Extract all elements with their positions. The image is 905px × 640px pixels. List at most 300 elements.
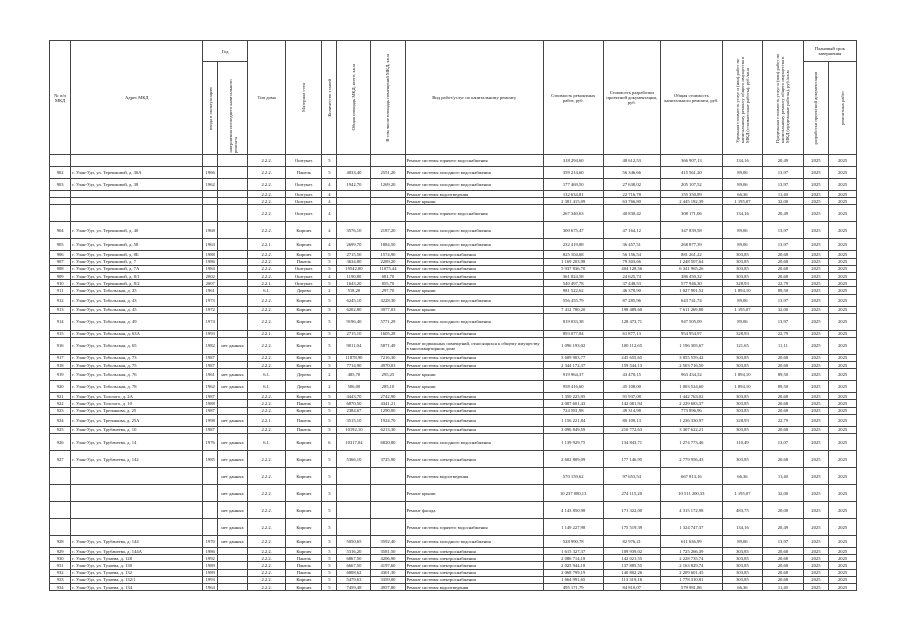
cell-repair-cost: 2 344 172,37: [543, 362, 603, 369]
cell-year-built: [203, 502, 218, 519]
cell-year-built: 1972: [203, 306, 218, 313]
cell-max-cost: 11,40: [763, 468, 803, 485]
cell-wall-material: Кирпич: [286, 354, 322, 361]
cell-wall-material: Дерево: [286, 369, 322, 381]
cell-wall-material: Оштукат.: [286, 265, 322, 272]
cell-deadline-repair: 2025: [829, 451, 857, 468]
table-row: [50, 407, 857, 414]
cell-deadline-design: 2025: [803, 414, 829, 426]
cell-row-number: 929: [50, 548, 71, 555]
cell-unit-cost: 66,36: [722, 191, 762, 198]
cell-year-built: 1988: [203, 400, 218, 407]
cell-wall-material: Оштукат.: [286, 155, 322, 167]
cell-deadline-design: 2025: [803, 239, 829, 251]
cell-year-overhaul: [218, 179, 248, 191]
cell-max-cost: 11,40: [763, 191, 803, 198]
cell-total-area: 5050,65: [337, 536, 371, 548]
table-row: [50, 519, 857, 536]
cell-living-area: 4301,30: [371, 569, 405, 576]
cell-work-type: Ремонт крыши: [405, 381, 543, 393]
cell-total-cost: 308 171,06: [660, 205, 722, 222]
cell-row-number: 925: [50, 426, 71, 433]
cell-wall-material: Панель: [286, 569, 322, 576]
cell-year-built: 1974: [203, 313, 218, 330]
cell-total-area: 6245,10: [337, 294, 371, 306]
cell-year-built: 1987: [203, 393, 218, 400]
cell-max-cost: 13,97: [763, 313, 803, 330]
cell-design-cost: 210 772,63: [603, 426, 660, 433]
cell-house-type: 2.2.2.: [247, 519, 285, 536]
table-row: [50, 502, 857, 519]
cell-floors-count: 5: [322, 451, 337, 468]
cell-unit-cost: 1 195,07: [722, 198, 762, 205]
header-year-built: ввода в эксплуатацию: [207, 86, 213, 130]
cell-deadline-design: 2025: [803, 369, 829, 381]
cell-floors-count: 5: [322, 362, 337, 369]
cell-year-overhaul: [218, 426, 248, 433]
cell-house-address: г. Улан-Удэ, ул. Тулаева, д. 134: [71, 583, 203, 590]
header-deadline-group: Плановый срок завершения: [803, 41, 856, 62]
cell-total-area: 1643,20: [337, 280, 371, 287]
cell-unit-cost: 303,85: [722, 354, 762, 361]
cell-wall-material: Оштукат.: [286, 205, 322, 222]
cell-total-area: 2715,50: [337, 251, 371, 258]
cell-deadline-design: 2025: [803, 548, 829, 555]
header-floors: Количество этажей: [326, 78, 332, 117]
cell-floors-count: 5: [322, 426, 337, 433]
cell-deadline-repair: 2025: [829, 569, 857, 576]
cell-year-built: 1988: [203, 251, 218, 258]
cell-design-cost: 198 489,60: [603, 306, 660, 313]
cell-total-cost: 611 636,99: [660, 536, 722, 548]
cell-house-address: г. Улан-Удэ, ул. Трубачеева, д. 144: [71, 536, 203, 548]
cell-floors-count: 4: [322, 191, 337, 198]
cell-house-address: [71, 485, 203, 502]
cell-row-number: 924: [50, 414, 71, 426]
cell-floors-count: 5: [322, 354, 337, 361]
table-body: [50, 155, 857, 591]
cell-design-cost: 140 802,26: [603, 569, 660, 576]
cell-deadline-repair: 2025: [829, 306, 857, 313]
cell-repair-cost: 1 664 991,65: [543, 576, 603, 583]
cell-year-overhaul: [218, 313, 248, 330]
cell-row-number: 917: [50, 354, 71, 361]
capital-repair-table: [49, 40, 857, 591]
cell-year-built: 1989: [203, 562, 218, 569]
cell-wall-material: Кирпич: [286, 548, 322, 555]
cell-living-area: 1605,28: [371, 330, 405, 337]
table-row: [50, 155, 857, 167]
cell-floors-count: 5: [322, 280, 337, 287]
cell-row-number: 922: [50, 400, 71, 407]
cell-year-overhaul: [218, 330, 248, 337]
table-row: [50, 239, 857, 251]
cell-house-address: г. Улан-Удэ, ул. Терешковой, д. 8/1: [71, 272, 203, 279]
cell-house-address: г. Улан-Удэ, ул. Тулаева, д. 132/1: [71, 576, 203, 583]
cell-deadline-repair: 2025: [829, 536, 857, 548]
cell-deadline-design: 2025: [803, 468, 829, 485]
cell-unit-cost: 89,06: [722, 239, 762, 251]
cell-repair-cost: 1 169 203,98: [543, 258, 603, 265]
cell-total-cost: 6 341 965,26: [660, 265, 722, 272]
cell-work-type: Ремонт системы горячего водоснабжения: [405, 155, 543, 167]
cell-house-address: г. Улан-Удэ, ул. Трубачеева, д. 10: [71, 426, 203, 433]
cell-total-area: 1190,80: [337, 272, 371, 279]
cell-house-type: 2.2.2.: [247, 576, 285, 583]
cell-repair-cost: 1 096 193,02: [543, 337, 603, 354]
cell-total-area: 5316,20: [337, 548, 371, 555]
cell-total-cost: 2 445 182,39: [660, 198, 722, 205]
cell-house-type: 2.2.2.: [247, 222, 285, 239]
cell-row-number: [50, 485, 71, 502]
cell-house-address: г. Улан-Удэ, ул. Тобольская, д. 78: [71, 381, 203, 393]
cell-deadline-design: 2025: [803, 434, 829, 451]
cell-year-overhaul: [218, 562, 248, 569]
cell-design-cost: 142 081,94: [603, 400, 660, 407]
cell-unit-cost: 66,36: [722, 468, 762, 485]
cell-repair-cost: 2 068 799,19: [543, 569, 603, 576]
cell-house-address: г. Улан-Удэ, ул. Терешковой, д. 58: [71, 239, 203, 251]
cell-unit-cost: 89,06: [722, 179, 762, 191]
cell-total-area: [337, 205, 371, 222]
cell-max-cost: 20,68: [763, 258, 803, 265]
cell-work-type: Ремонт подвальных помещений, относящихся к общему имуществу в многоквартирном доме: [405, 337, 543, 354]
cell-wall-material: Кирпич: [286, 485, 322, 502]
cell-living-area: 4341,21: [371, 400, 405, 407]
cell-deadline-design: 2025: [803, 337, 829, 354]
cell-repair-cost: 919 964,37: [543, 369, 603, 381]
cell-living-area: 6820,80: [371, 434, 405, 451]
cell-living-area: [371, 485, 405, 502]
cell-wall-material: Кирпич: [286, 576, 322, 583]
cell-unit-cost: 1 195,07: [722, 306, 762, 313]
cell-max-cost: 20,68: [763, 400, 803, 407]
cell-unit-cost: 303,85: [722, 272, 762, 279]
cell-deadline-repair: 2025: [829, 239, 857, 251]
cell-house-type: 2.2.2.: [247, 179, 285, 191]
cell-max-cost: 20,68: [763, 407, 803, 414]
cell-house-type: 2.2.1.: [247, 330, 285, 337]
cell-total-cost: 386 450,32: [660, 272, 722, 279]
cell-house-address: г. Улан-Удэ, ул. Терешковой, д. 7А: [71, 265, 203, 272]
cell-wall-material: Кирпич: [286, 407, 322, 414]
cell-floors-count: 5: [322, 258, 337, 265]
cell-design-cost: 24 625,74: [603, 272, 660, 279]
table-row: [50, 167, 857, 179]
cell-year-overhaul: [218, 294, 248, 306]
cell-floors-count: 5: [322, 569, 337, 576]
cell-living-area: 2742,90: [371, 393, 405, 400]
cell-max-cost: 20,49: [763, 519, 803, 536]
cell-work-type: Ремонт системы горячего водоснабжения: [405, 205, 543, 222]
cell-design-cost: 27 638,02: [603, 179, 660, 191]
cell-house-address: г. Улан-Удэ, ул. Тобольская, д. 25: [71, 287, 203, 294]
cell-max-cost: 20,49: [763, 155, 803, 167]
cell-repair-cost: 540 497,78: [543, 280, 603, 287]
cell-repair-cost: 132 634,81: [543, 191, 603, 198]
cell-year-built: 1963: [203, 239, 218, 251]
cell-design-cost: 37 448,53: [603, 280, 660, 287]
cell-design-cost: 80 109,13: [603, 414, 660, 426]
cell-deadline-repair: 2025: [829, 502, 857, 519]
cell-total-cost: 1 248 507,64: [660, 258, 722, 265]
cell-living-area: [371, 155, 405, 167]
cell-house-type: 2.2.2.: [247, 502, 285, 519]
cell-wall-material: Кирпич: [286, 583, 322, 590]
cell-repair-cost: 958 416,60: [543, 381, 603, 393]
cell-repair-cost: 1 139 929,75: [543, 434, 603, 451]
cell-year-built: 2002: [203, 272, 218, 279]
cell-unit-cost: 303,85: [722, 393, 762, 400]
cell-living-area: 3725,90: [371, 451, 405, 468]
header-deadline-repair: ремонтных работ: [840, 91, 846, 125]
cell-row-number: 902: [50, 167, 71, 179]
cell-living-area: 4970,03: [371, 362, 405, 369]
cell-floors-count: 5: [322, 519, 337, 536]
cell-house-address: г. Улан-Удэ, ул. Тобольская, д. 65: [71, 337, 203, 354]
header-house-type: Тип дома: [247, 41, 285, 155]
cell-row-number: 907: [50, 258, 71, 265]
cell-work-type: Ремонт крыши: [405, 306, 543, 313]
cell-house-address: [71, 519, 203, 536]
cell-house-address: г. Улан-Удэ, ул. Тобольская, д. 63А: [71, 330, 203, 337]
cell-floors-count: 5: [322, 555, 337, 562]
cell-floors-count: 5: [322, 414, 337, 426]
cell-deadline-design: 2025: [803, 393, 829, 400]
cell-design-cost: 134 843,71: [603, 434, 660, 451]
cell-house-address: г. Улан-Удэ, ул. Терешковой, д. 40: [71, 222, 203, 239]
cell-year-overhaul: нет данных: [218, 519, 248, 536]
cell-work-type: Ремонт фасада: [405, 502, 543, 519]
cell-living-area: 3592,40: [371, 536, 405, 548]
cell-deadline-design: 2025: [803, 330, 829, 337]
cell-work-type: Ремонт системы электроснабжения: [405, 407, 543, 414]
cell-repair-cost: 267 340,63: [543, 205, 603, 222]
cell-deadline-design: 2025: [803, 280, 829, 287]
cell-repair-cost: 300 675,47: [543, 222, 603, 239]
cell-deadline-design: 2025: [803, 294, 829, 306]
cell-house-type: 2.2.2.: [247, 337, 285, 354]
cell-wall-material: Панель: [286, 258, 322, 265]
cell-year-built: 1987: [203, 426, 218, 433]
cell-wall-material: Панель: [286, 414, 322, 426]
cell-max-cost: 89,50: [763, 381, 803, 393]
cell-floors-count: 5: [322, 155, 337, 167]
cell-year-overhaul: нет данных: [218, 536, 248, 548]
cell-year-built: 1968: [203, 222, 218, 239]
cell-unit-cost: 89,06: [722, 222, 762, 239]
cell-unit-cost: 303,85: [722, 451, 762, 468]
cell-total-cost: 7 611 269,80: [660, 306, 722, 313]
cell-repair-cost: 5 937 836,70: [543, 265, 603, 272]
cell-wall-material: Оштукат.: [286, 272, 322, 279]
cell-unit-cost: 110,49: [722, 434, 762, 451]
cell-floors-count: 5: [322, 548, 337, 555]
cell-year-overhaul: [218, 306, 248, 313]
cell-repair-cost: 2 025 944,18: [543, 562, 603, 569]
cell-deadline-design: 2025: [803, 287, 829, 294]
cell-total-cost: 205 107,52: [660, 179, 722, 191]
cell-house-address: г. Улан-Удэ, ул. Терешковой, д. 8Б: [71, 251, 203, 258]
cell-work-type: Ремонт крыши: [405, 198, 543, 205]
cell-work-type: Ремонт системы водоотведения: [405, 191, 543, 198]
cell-unit-cost: 483,75: [722, 502, 762, 519]
cell-unit-cost: 303,85: [722, 265, 762, 272]
cell-floors-count: 5: [322, 251, 337, 258]
cell-total-area: 5366,10: [337, 451, 371, 468]
cell-year-overhaul: [218, 265, 248, 272]
cell-repair-cost: 232 419,88: [543, 239, 603, 251]
cell-total-cost: 1 442 763,02: [660, 393, 722, 400]
cell-living-area: [371, 191, 405, 198]
cell-deadline-design: 2025: [803, 251, 829, 258]
cell-repair-cost: 2 087 601,43: [543, 400, 603, 407]
cell-living-area: 4197,60: [371, 562, 405, 569]
cell-work-type: Ремонт системы электроснабжения: [405, 426, 543, 433]
cell-year-built: 1993: [203, 576, 218, 583]
cell-wall-material: Кирпич: [286, 222, 322, 239]
cell-living-area: 285,10: [371, 381, 405, 393]
cell-deadline-repair: 2025: [829, 330, 857, 337]
cell-year-overhaul: [218, 354, 248, 361]
cell-year-overhaul: [218, 393, 248, 400]
cell-max-cost: 11,40: [763, 583, 803, 590]
cell-row-number: 914: [50, 313, 71, 330]
cell-wall-material: Панель: [286, 555, 322, 562]
cell-design-cost: 63 766,80: [603, 198, 660, 205]
cell-deadline-repair: 2025: [829, 519, 857, 536]
cell-work-type: Ремонт системы электроснабжения: [405, 576, 543, 583]
cell-year-overhaul: [218, 251, 248, 258]
cell-unit-cost: 134,16: [722, 519, 762, 536]
cell-deadline-repair: 2025: [829, 354, 857, 361]
cell-row-number: 933: [50, 576, 71, 583]
cell-deadline-design: 2025: [803, 583, 829, 590]
cell-house-type: 6.1.: [247, 434, 285, 451]
cell-floors-count: 5: [322, 313, 337, 330]
cell-year-built: 1982: [203, 337, 218, 354]
cell-living-area: 5771,29: [371, 313, 405, 330]
cell-design-cost: 97 653,54: [603, 468, 660, 485]
cell-unit-cost: 303,85: [722, 426, 762, 433]
cell-total-area: [337, 468, 371, 485]
cell-floors-count: 5: [322, 583, 337, 590]
cell-total-area: 10192,10: [337, 426, 371, 433]
cell-design-cost: 22 716,78: [603, 191, 660, 198]
cell-wall-material: Кирпич: [286, 294, 322, 306]
cell-house-address: [71, 468, 203, 485]
cell-wall-material: Оштукат.: [286, 280, 322, 287]
cell-total-cost: 643 741,74: [660, 294, 722, 306]
cell-row-number: [50, 191, 71, 198]
cell-wall-material: Кирпич: [286, 451, 322, 468]
cell-house-type: 2.2.2.: [247, 548, 285, 555]
cell-deadline-repair: 2025: [829, 265, 857, 272]
table-row: [50, 222, 857, 239]
header-work-type: Вид работ/услуг по капитальному ремонту: [405, 41, 543, 155]
cell-year-built: [203, 198, 218, 205]
table-row: [50, 451, 857, 468]
table-row: [50, 555, 857, 562]
cell-total-area: 1942,70: [337, 179, 371, 191]
cell-row-number: [50, 205, 71, 222]
cell-floors-count: 5: [322, 337, 337, 354]
cell-living-area: 11075,44: [371, 265, 405, 272]
cell-living-area: 1574,90: [371, 251, 405, 258]
cell-total-area: [337, 502, 371, 519]
cell-house-type: 2.2.2.: [247, 272, 285, 279]
cell-floors-count: 5: [322, 167, 337, 179]
cell-wall-material: Кирпич: [286, 362, 322, 369]
cell-house-type: 2.2.2.: [247, 258, 285, 265]
cell-design-cost: 48 612,53: [603, 155, 660, 167]
cell-deadline-repair: 2025: [829, 576, 857, 583]
cell-max-cost: 11,11: [763, 337, 803, 354]
cell-deadline-design: 2025: [803, 485, 829, 502]
cell-deadline-repair: 2025: [829, 362, 857, 369]
cell-repair-cost: 495 171,79: [543, 583, 603, 590]
cell-living-area: [371, 205, 405, 222]
cell-year-built: [203, 191, 218, 198]
cell-unit-cost: 89,06: [722, 167, 762, 179]
cell-year-overhaul: [218, 555, 248, 562]
cell-house-type: 2.2.2.: [247, 265, 285, 272]
cell-deadline-repair: 2025: [829, 155, 857, 167]
cell-house-address: г. Улан-Удэ, ул. Тобольская, д. 75: [71, 362, 203, 369]
cell-max-cost: 20,00: [763, 502, 803, 519]
cell-deadline-repair: 2025: [829, 485, 857, 502]
cell-max-cost: 20,68: [763, 272, 803, 279]
cell-row-number: [50, 468, 71, 485]
cell-house-type: 2.2.2.: [247, 393, 285, 400]
cell-work-type: Ремонт системы холодного водоснабжения: [405, 179, 543, 191]
cell-year-overhaul: нет данных: [218, 468, 248, 485]
cell-deadline-repair: 2025: [829, 294, 857, 306]
cell-living-area: 4957,80: [371, 583, 405, 590]
cell-unit-cost: 121,65: [722, 337, 762, 354]
cell-house-type: 2.2.2.: [247, 191, 285, 198]
table-row: [50, 393, 857, 400]
cell-repair-cost: 7 412 780,20: [543, 306, 603, 313]
cell-total-cost: 954 954,97: [660, 330, 722, 337]
cell-year-built: 1973: [203, 294, 218, 306]
cell-house-address: г. Улан-Удэ, ул. Толстого, д. 2А: [71, 393, 203, 400]
cell-max-cost: 20,68: [763, 354, 803, 361]
cell-total-area: 3576,10: [337, 222, 371, 239]
cell-row-number: 904: [50, 222, 71, 239]
cell-total-area: 4443,70: [337, 393, 371, 400]
cell-design-cost: 142 021,55: [603, 555, 660, 562]
cell-house-type: 2.2.2.: [247, 354, 285, 361]
cell-max-cost: 20,68: [763, 393, 803, 400]
cell-repair-cost: 893 077,84: [543, 330, 603, 337]
cell-year-built: [203, 155, 218, 167]
cell-year-built: 1984: [203, 265, 218, 272]
cell-unit-cost: 303,85: [722, 400, 762, 407]
cell-living-area: 2187,20: [371, 222, 405, 239]
cell-total-area: 6867,50: [337, 555, 371, 562]
cell-year-built: [203, 468, 218, 485]
table-row: [50, 548, 857, 555]
cell-design-cost: 61 877,13: [603, 330, 660, 337]
cell-deadline-repair: 2025: [829, 198, 857, 205]
cell-wall-material: Оштукат.: [286, 179, 322, 191]
cell-year-overhaul: [218, 407, 248, 414]
cell-row-number: [50, 519, 71, 536]
cell-house-type: 6.1.: [247, 381, 285, 393]
cell-unit-cost: 1 195,07: [722, 485, 762, 502]
cell-deadline-repair: 2025: [829, 426, 857, 433]
